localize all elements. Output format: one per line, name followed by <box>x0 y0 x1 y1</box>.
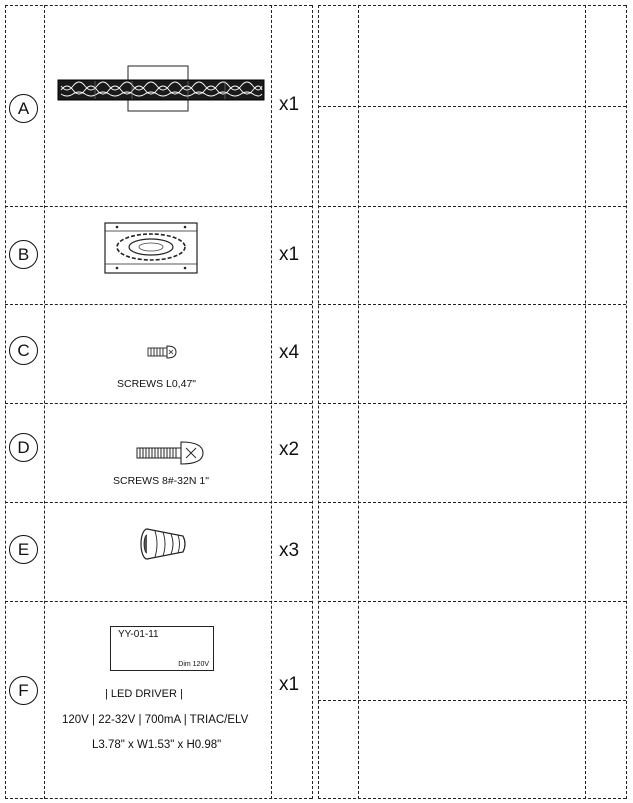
grid-line <box>5 798 312 799</box>
part-quantity: x2 <box>279 439 300 460</box>
part-caption: SCREWS L0,47" <box>117 378 197 390</box>
led-driver-icon <box>110 626 214 671</box>
grid-line <box>318 700 626 701</box>
small-screw-icon <box>147 344 177 360</box>
part-row-f <box>0 601 314 798</box>
part-row-b <box>0 206 314 304</box>
mounting-plate-icon <box>104 222 198 274</box>
part-letter: A <box>9 94 38 123</box>
part-quantity: x1 <box>279 94 300 115</box>
grid-line <box>318 5 626 6</box>
part-caption: SCREWS 8#-32N 1" <box>113 475 209 487</box>
driver-model-label: YY-01-11 <box>118 629 159 640</box>
grid-line <box>318 304 626 305</box>
grid-line <box>318 5 319 799</box>
part-letter: B <box>9 240 38 269</box>
grid-line <box>626 5 627 799</box>
driver-label: | LED DRIVER | <box>105 688 183 700</box>
grid-line <box>318 106 626 107</box>
part-quantity: x3 <box>279 540 300 561</box>
grid-line <box>318 403 626 404</box>
part-row-d <box>0 403 314 502</box>
part-quantity: x1 <box>279 244 300 265</box>
grid-line <box>318 502 626 503</box>
driver-dim-label: Dim 120V <box>178 661 209 668</box>
part-row-e <box>0 502 314 601</box>
driver-specs: 120V | 22-32V | 700mA | TRIAC/ELV <box>62 714 249 726</box>
grid-line <box>318 798 626 799</box>
wire-nut-icon <box>139 527 189 561</box>
part-row-a <box>0 5 314 206</box>
grid-line <box>318 206 626 207</box>
part-quantity: x1 <box>279 674 300 695</box>
long-screw-icon <box>136 440 204 466</box>
part-letter: F <box>9 676 38 705</box>
driver-size: L3.78" x W1.53" x H0.98" <box>92 739 222 751</box>
grid-line <box>358 5 359 799</box>
grid-line <box>318 601 626 602</box>
part-quantity: x4 <box>279 342 300 363</box>
part-row-c <box>0 304 314 403</box>
part-letter: E <box>9 535 38 564</box>
part-letter: C <box>9 336 38 365</box>
grid-line <box>585 5 586 799</box>
part-letter: D <box>9 433 38 462</box>
light-fixture-icon <box>57 65 267 115</box>
